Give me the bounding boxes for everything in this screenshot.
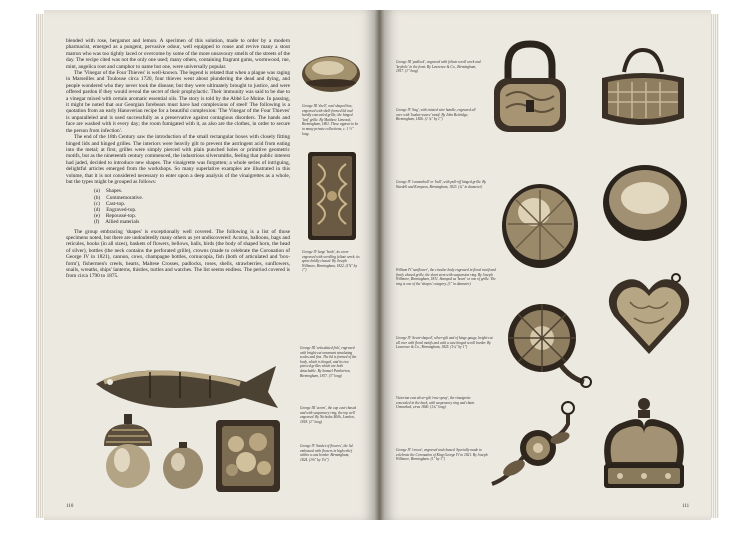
list-item — [94, 219, 290, 225]
body-paragraph: The 'Vinegar of the Four Thieves' is well-known. The legend is related that when a plague was raging in Marseilles and Toulouse circa 1720, four thieves went about plundering the dead and dying, and people wondered who they never took the disease; but they were ultimately brought to justice, and were offered pardon if they would reveal the secret of their prophylactic. Their immunity was said to be due to a vinegar mixed with certain aromatic essential oils. The story is told by the Abbé Le Moine. In passing, it might be noted that our Georgian forebears must have had complexions of steel! The following is a quotation from an early Hanoverian recipe for a beautiful complexion: 'The Vinegar of the Four Thieves' is unparalleled and is used successfully as a preservative against contagious disorders. The hands and face are washed with it every day; the room fumigated with it, as also are the clothes, in order to secure the person from infection'. — [66, 70, 290, 134]
caption-acorn: George III 'acorn', the cup cast-chased and with suspensory ring, the top well engraved. By Nicholas Mills, London, 1818. (1" long) — [300, 406, 357, 424]
page-edge-left — [36, 14, 44, 518]
page-number-left: 110 — [66, 504, 74, 509]
list-marker: (f) — [94, 219, 100, 226]
page-number-right: 111 — [682, 504, 690, 509]
caption-sunflower: William IV 'sunflower', the circular body engraved in floral motif and finely chased grille, the short stem with suspension ring. By Joseph Willmore, Birmingham, 1831. Stamped as 'heart' or one of grille. The ring is one of the 'shapes' category. (1" in diameter) — [396, 268, 496, 286]
list-marker: (d) — [94, 206, 101, 213]
padlock-vinaigrette-photo — [488, 40, 572, 136]
list-marker: (c) — [94, 200, 100, 207]
list-text: Commemorative. — [106, 194, 144, 201]
caption-shell: George III 'shell', oval shaped box, engraved with shell-formed lid and hardly concealed grille; the hinged 'leaf' grille. By Matthew Linwood, Birmingham, 1801. These appear to be in many private collections; c. 1 ½" long. — [302, 104, 359, 136]
list-text: Allied materials — [105, 219, 140, 226]
caption-padlock: George III 'padlock', engraved with foliate scroll work and 'keyhole' in the front. By Lawrence & Co., Birmingham, 1817. (1" long) — [396, 60, 481, 74]
body-paragraph: The end of the 18th Century saw the introduction of the small rectangular boxes with closely fitting hinged lids and hinged grilles. The interiors were heavily gilt to prevent the astringent acid from eating into the metal; at first, grilles were simply pierced with plain punched holes or primitive geometric motifs, but as the nineteenth century commenced, the industrious silversmiths, feeling that public interest had jaded, decided to introduce new shapes. The vinaigrette was forgotten; a whole series of intriguing, delightful articles emerged from the workshops. So many superlative examples are illustrated in this volume, that it is not considered necessary to enter upon a deep analysis of the vinaigrettes as a whole, but the types might be grouped as follows: — [66, 134, 290, 185]
list-text: Cast-top. — [105, 200, 126, 207]
left-page-body-text — [66, 38, 290, 280]
rose-spray-vinaigrette-photo — [488, 398, 588, 494]
crown-vinaigrette-photo — [596, 396, 692, 494]
types-list — [94, 188, 290, 225]
body-paragraph: The group embracing 'shapes' is exceptionally well covered. The following is a list of those specimens noted, but there are undoubtedly many others as yet undiscovered: Acorns, balloons, bags and reticules, books (in all sizes), baskets of flowers, bellows, balls, birds (the body of shaped horn, the head of silver), bottles (the neck contains the perforated grille), crowns (made to celebrate the Coronation of George IV in 1821), cannon, cows, champagne bottles, cornucopia, fish (both of articulated and 'box-form'), fishermen's creels, hearts, Maltese Crosses, padlocks, roses, shells, strawberries, sunflowers, snails, wreaths, ships' lanterns, thistles, turtles and watches. The list seems endless. The period covered is from circa 1790 to 1875. — [66, 228, 290, 280]
caption-basket: George IV 'basket of flowers', the lid embossed with flowers in high relief within a cast border. Birmingham, 1824. (1⅝" by 1⅛") — [300, 444, 353, 462]
caption-ball: George IV 'cannonball' or 'ball', with pull-off hinged grille. By Wardell and Kempson, Birmingham, 1823. (¾" in diameter) — [396, 180, 487, 189]
sunflower-vinaigrette-photo — [504, 300, 594, 390]
list-marker: (e) — [94, 213, 100, 220]
caption-bag: George IV 'bag', with twisted wire handle, engraved all over with 'basket-weave' motif. By John Bettridge, Birmingham, 1826. (1 ¼" by 1") — [396, 108, 476, 122]
body-paragraph: blended with rose, bergamot and lemon. A specimen of this solution, made to order by a modern pharmacist, emerged as a pungent, pervasive odour, well equipped to rouse and revive many a stout matron who was too tightly laced or overcome by some of the more unsavoury smells of the streets of the day. The recipe cited was not the only one used; many others, containing fragrant gums, wormwood, rue, mint, angelica root and camphor to name but one, were universally popular. — [66, 38, 290, 70]
list-text: Repoussé-top. — [105, 213, 137, 220]
ball-vinaigrette-photo — [498, 180, 582, 272]
book-vinaigrette-photo — [306, 150, 358, 242]
list-text: Shapes. — [105, 188, 123, 195]
caption-heart: George IV 'heart-shaped', silver-gilt and of hinge gauge, bright-cut all over with floral motifs and with a cast hinged scroll border. By Lawrence & Co., Birmingham, 1825. (1¼" by 1") — [396, 336, 493, 350]
shell-vinaigrette-photo — [300, 48, 362, 96]
heart-vinaigrette-photo — [606, 270, 692, 360]
bag-vinaigrette-photo — [594, 46, 692, 130]
basket-vinaigrette-photo — [212, 414, 284, 496]
book-gutter — [374, 10, 385, 520]
oval-bottle-vinaigrette-photo — [160, 440, 206, 492]
caption-rose-spray: Victorian cast silver-gilt 'rose spray', the vinaigrette concealed in the back, with suspensory ring and chain. Unmarked, circa 1840. (1¾" long) — [396, 396, 476, 410]
acorn-vinaigrette-photo — [96, 412, 160, 492]
caption-crown: George IV 'crown', engraved and chased. Specially made to celebrate the Coronation of King George IV in 1821. By Joseph Willmore, Birmingham. (1" by 1") — [396, 448, 488, 462]
caption-fish: George III 'articulated fish', engraved with bright-cut ornament simulating scales and fins. The lid is formed of the body, which is hinged, and its two pierced grilles which are both detachable. By Samuel Pemberton, Birmingham, 1817. (3" long) — [300, 346, 357, 378]
caption-book: George IV large 'book', its cover engraved with scrolling foliate work; its spine boldly chased. By Joseph Willmore, Birmingham, 1822. (1⅞" by 1") — [302, 250, 360, 273]
list-marker: (a) — [94, 188, 100, 195]
list-marker: (b) — [94, 194, 101, 201]
oval-box-vinaigrette-photo — [600, 162, 690, 244]
list-text: Engraved-top. — [106, 206, 137, 213]
page-edge-right — [711, 14, 719, 518]
fish-vinaigrette-photo — [90, 362, 285, 410]
